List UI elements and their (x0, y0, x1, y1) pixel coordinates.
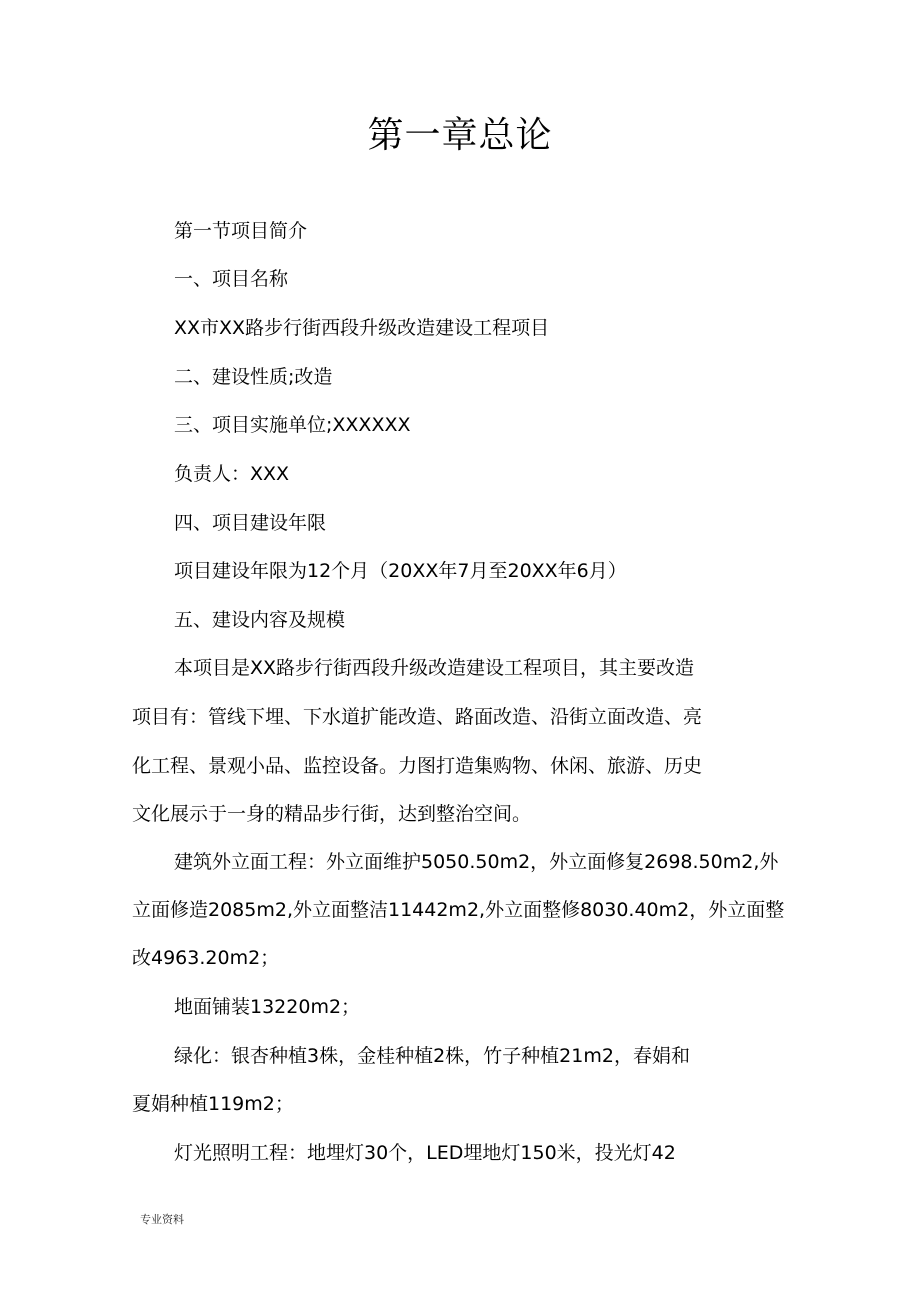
project-name-text: XX市XX路步行街西段升级改造建设工程项目 (174, 317, 550, 339)
item-heading-name: 一、项目名称 (174, 268, 289, 290)
paragraph-greening-line-1: 绿化：银杏种植3株，金桂种植2株，竹子种植21m2，春娟和 (174, 1045, 690, 1067)
responsible-person-text: 负责人：XXX (174, 463, 290, 485)
paragraph-facade-line-3: 改4963.20m2； (132, 947, 280, 969)
paragraph-paving: 地面铺装13220m2； (174, 996, 361, 1018)
page-footer: 专业资料 (140, 1213, 184, 1226)
paragraph-lighting-line-1: 灯光照明工程：地埋灯30个，LED埋地灯150米，投光灯42 (174, 1142, 676, 1164)
paragraph-scope-line-2: 项目有：管线下埋、下水道扩能改造、路面改造、沿街立面改造、亮 (132, 706, 703, 728)
section-heading: 第一节项目简介 (174, 220, 308, 242)
item-implementing-unit: 三、项目实施单位;XXXXXX (174, 414, 411, 436)
paragraph-facade-line-1: 建筑外立面工程：外立面维护5050.50m2，外立面修复2698.50m2,外 (174, 851, 779, 873)
item-heading-period: 四、项目建设年限 (174, 512, 327, 534)
chapter-title: 第一章总论 (367, 115, 553, 156)
item-heading-scope: 五、建设内容及规模 (174, 609, 346, 631)
paragraph-scope-line-4: 文化展示于一身的精品步行街，达到整治空间。 (132, 803, 532, 825)
paragraph-greening-line-2: 夏娟种植119m2； (132, 1093, 294, 1115)
paragraph-facade-line-2: 立面修造2085m2,外立面整洁11442m2,外立面整修8030.40m2，外立面整 (132, 899, 785, 921)
construction-period-text: 项目建设年限为12个月（20XX年7月至20XX年6月） (174, 560, 627, 582)
item-construction-nature: 二、建设性质;改造 (174, 366, 333, 388)
paragraph-scope-line-3: 化工程、景观小品、监控设备。力图打造集购物、休闲、旅游、历史 (132, 755, 703, 777)
paragraph-scope-line-1: 本项目是XX路步行街西段升级改造建设工程项目，其主要改造 (174, 657, 695, 679)
